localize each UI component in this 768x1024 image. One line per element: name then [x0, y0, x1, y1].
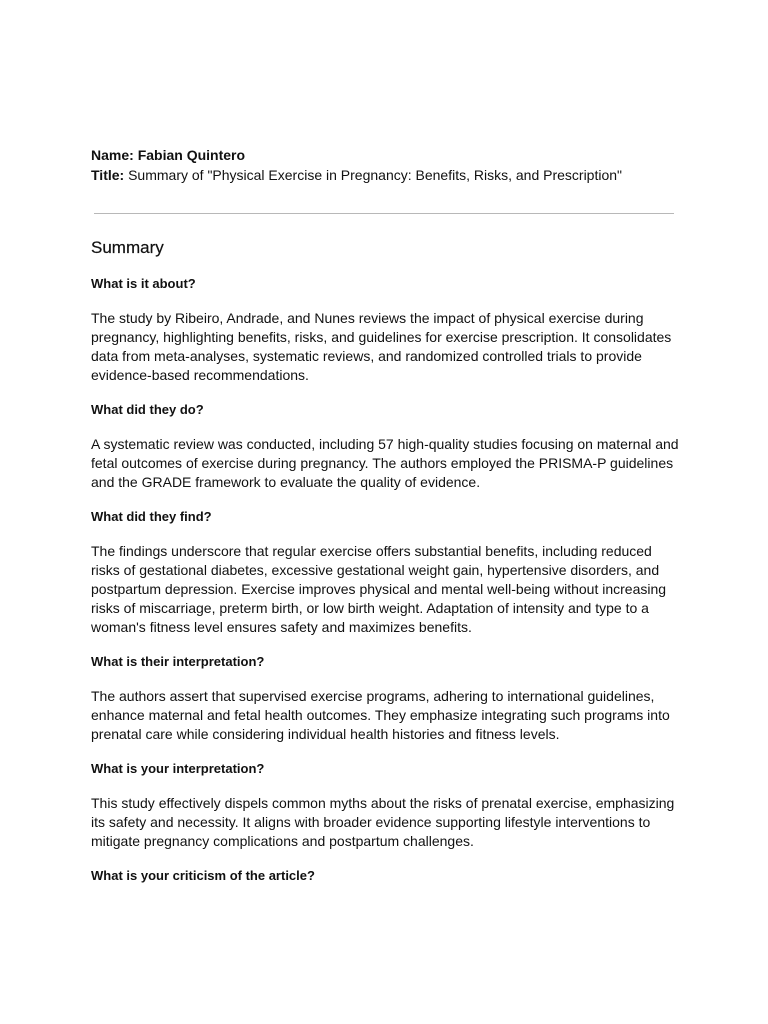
question-criticism: What is your criticism of the article?	[91, 868, 315, 883]
answer-methods: A systematic review was conducted, including 57 high-quality studies focusing on maternal and fetal outcomes of exercise during pregnancy. The authors employed the PRISMA-P guidelines and the GRADE framework to evaluate the quality of evidence.	[91, 436, 679, 490]
question-your-interpretation: What is your interpretation?	[91, 761, 265, 776]
name-value: Fabian Quintero	[137, 147, 246, 163]
document-title-line	[91, 165, 681, 185]
summary-section	[91, 237, 681, 901]
name-label: Name:	[91, 147, 134, 163]
author-name-line	[91, 145, 681, 165]
answer-their-interpretation: The authors assert that supervised exercise programs, adhering to international guidelines, enhance maternal and fetal health outcomes. They emphasize integrating such programs into prenatal care while considering individual health histories and fitness levels.	[91, 688, 670, 742]
title-value: Summary of "Physical Exercise in Pregnancy: Benefits, Risks, and Prescription"	[128, 167, 623, 183]
answer-findings: The findings underscore that regular exercise offers substantial benefits, including reduced risks of gestational diabetes, excessive gestational weight gain, hypertensive disorders, and postpartum depression. Exercise improves physical and mental well-being without increasing risks of miscarriage, preterm birth, or low birth weight. Adaptation of intensity and type to a woman's fitness level ensures safety and maximizes benefits.	[91, 543, 667, 635]
question-methods: What did they do?	[91, 402, 204, 417]
question-about: What is it about?	[91, 276, 196, 291]
summary-heading: Summary	[91, 238, 164, 257]
title-label: Title:	[91, 167, 125, 183]
answer-your-interpretation: This study effectively dispels common myths about the risks of prenatal exercise, emphasizing its safety and necessity. It aligns with broader evidence supporting lifestyle interventions to mitigate pregnancy complications and postpartum challenges.	[91, 795, 675, 849]
question-findings: What did they find?	[91, 509, 212, 524]
answer-about: The study by Ribeiro, Andrade, and Nunes reviews the impact of physical exercise during pregnancy, highlighting benefits, risks, and guidelines for exercise prescription. It consolidates data from meta-analyses, systematic reviews, and randomized controlled trials to provide evidence-based recommendations.	[91, 310, 672, 383]
document-header	[91, 145, 681, 185]
horizontal-divider	[94, 213, 674, 214]
question-their-interpretation: What is their interpretation?	[91, 654, 265, 669]
